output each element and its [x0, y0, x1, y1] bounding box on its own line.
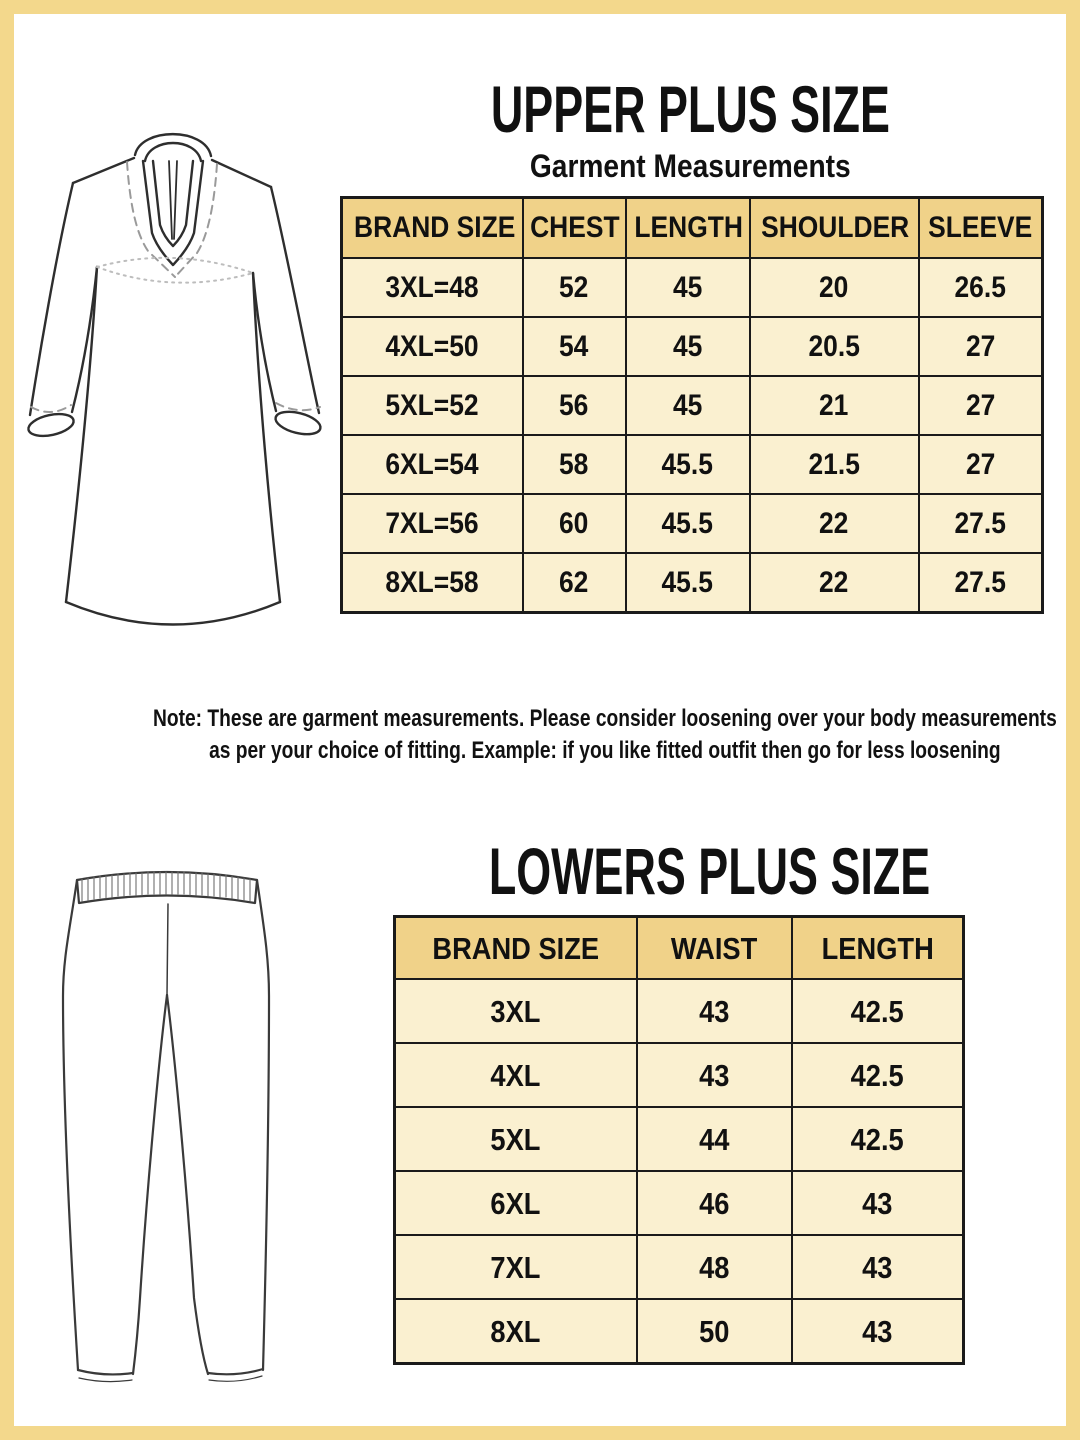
kurta-chest-dotted-bottom: [97, 267, 253, 283]
pants-ankle-hem-right: [208, 1369, 263, 1374]
measurement-cell: 22: [750, 494, 919, 553]
pants-ankle-hem-left-inner: [79, 1378, 132, 1382]
table-row: [342, 376, 1043, 435]
measurement-cell: 54: [523, 317, 626, 376]
kurta-sleeve-right-outer: [271, 187, 319, 413]
brand-size-cell: 3XL: [395, 979, 637, 1043]
kurta-sleeve-left-inner: [72, 267, 97, 412]
brand-size-cell: 7XL=56: [342, 494, 523, 553]
measurement-cell: 45.5: [626, 435, 750, 494]
table-row: [395, 1107, 964, 1171]
measurement-cell: 27: [919, 376, 1043, 435]
measurement-cell: 44: [637, 1107, 792, 1171]
brand-size-cell: 8XL: [395, 1299, 637, 1364]
lower-col-brand-size: BRAND SIZE: [395, 917, 637, 980]
kurta-hem: [66, 602, 280, 625]
lower-size-table: [393, 915, 965, 1365]
upper-header-row: [342, 198, 1043, 259]
brand-size-cell: 6XL: [395, 1171, 637, 1235]
kurta-cuff-left: [26, 410, 75, 439]
measurement-cell: 43: [792, 1171, 964, 1235]
upper-subtitle: [340, 150, 1040, 182]
pants-inseam-left: [133, 995, 167, 1374]
brand-size-cell: 4XL: [395, 1043, 637, 1107]
brand-size-cell: 6XL=54: [342, 435, 523, 494]
kurta-sleeve-left-outer: [30, 183, 73, 415]
table-row: [395, 1299, 964, 1364]
upper-title-text: UPPER PLUS SIZE: [490, 72, 890, 146]
upper-col-sleeve: SLEEVE: [919, 198, 1043, 259]
measurement-cell: 42.5: [792, 1043, 964, 1107]
kurta-illustration: [26, 115, 331, 650]
upper-col-length: LENGTH: [626, 198, 750, 259]
table-row: [395, 979, 964, 1043]
pants-waistband: [77, 872, 257, 903]
table-row: [395, 1043, 964, 1107]
measurement-cell: 43: [637, 1043, 792, 1107]
brand-size-cell: 3XL=48: [342, 258, 523, 317]
kurta-chest-dotted-top: [97, 258, 253, 273]
upper-col-brand-size: BRAND SIZE: [342, 198, 523, 259]
table-row: [342, 553, 1043, 613]
table-row: [395, 1235, 964, 1299]
measurement-cell: 20: [750, 258, 919, 317]
brand-size-cell: 5XL=52: [342, 376, 523, 435]
measurement-cell: 62: [523, 553, 626, 613]
brand-size-cell: 7XL: [395, 1235, 637, 1299]
upper-col-chest: CHEST: [523, 198, 626, 259]
kurta-cuff-dashed-left: [31, 405, 71, 412]
lower-title: [385, 834, 965, 908]
measurement-cell: 21.5: [750, 435, 919, 494]
measurement-cell: 27: [919, 435, 1043, 494]
pants-front-seam: [167, 904, 168, 995]
kurta-placket-inner: [153, 161, 193, 246]
upper-subtitle-text: Garment Measurements: [529, 148, 851, 184]
kurta-body-right: [253, 273, 280, 602]
measurement-cell: 20.5: [750, 317, 919, 376]
brand-size-cell: 8XL=58: [342, 553, 523, 613]
measurement-cell: 43: [792, 1299, 964, 1364]
kurta-cuff-right: [273, 408, 322, 439]
brand-size-cell: 5XL: [395, 1107, 637, 1171]
table-row: [342, 317, 1043, 376]
kurta-collar-inner: [145, 143, 201, 161]
measurement-cell: 45.5: [626, 553, 750, 613]
measurement-cell: 27: [919, 317, 1043, 376]
upper-col-shoulder: SHOULDER: [750, 198, 919, 259]
measurement-cell: 22: [750, 553, 919, 613]
measurement-cell: 27.5: [919, 494, 1043, 553]
kurta-body-left: [66, 267, 97, 602]
table-row: [395, 1171, 964, 1235]
measurement-cell: 42.5: [792, 1107, 964, 1171]
table-row: [342, 435, 1043, 494]
kurta-collar-outer: [135, 134, 211, 156]
lower-col-length: LENGTH: [792, 917, 964, 980]
measurement-cell: 43: [792, 1235, 964, 1299]
kurta-placket-outer: [143, 161, 203, 265]
table-row: [342, 494, 1043, 553]
kurta-shoulder-left: [73, 158, 134, 183]
measurement-cell: 60: [523, 494, 626, 553]
pants-illustration: [50, 858, 280, 1403]
brand-size-cell: 4XL=50: [342, 317, 523, 376]
lower-title-text: LOWERS PLUS SIZE: [488, 834, 931, 908]
measurement-cell: 43: [637, 979, 792, 1043]
pants-outer-left: [63, 880, 78, 1370]
measurement-cell: 45: [626, 258, 750, 317]
measurement-cell: 26.5: [919, 258, 1043, 317]
pants-inseam-right: [167, 995, 208, 1374]
table-row: [342, 258, 1043, 317]
measurement-cell: 58: [523, 435, 626, 494]
lower-header-row: [395, 917, 964, 980]
pants-outer-right: [257, 880, 269, 1370]
lower-col-waist: WAIST: [637, 917, 792, 980]
pants-ankle-hem-left: [78, 1370, 133, 1374]
kurta-cuff-dashed-right: [276, 403, 320, 410]
measurement-cell: 56: [523, 376, 626, 435]
kurta-placket-center: [169, 161, 177, 239]
upper-size-table: [340, 196, 1044, 614]
measurement-cell: 45: [626, 317, 750, 376]
measurement-cell: 21: [750, 376, 919, 435]
measurement-cell: 46: [637, 1171, 792, 1235]
upper-title: [340, 72, 1040, 146]
measurement-note: [40, 703, 1057, 766]
measurement-cell: 27.5: [919, 553, 1043, 613]
measurement-cell: 42.5: [792, 979, 964, 1043]
measurement-cell: 45.5: [626, 494, 750, 553]
measurement-note-text: [153, 703, 1057, 766]
note-line-2: as per your choice of fitting. Example: if you like fitted outfit then go for less loosening: [209, 736, 1001, 764]
measurement-cell: 50: [637, 1299, 792, 1364]
kurta-shoulder-right: [212, 160, 271, 187]
note-line-1: Note: These are garment measurements. Please consider loosening over your body measurements: [152, 705, 1057, 732]
measurement-cell: 52: [523, 258, 626, 317]
measurement-cell: 48: [637, 1235, 792, 1299]
pants-ankle-hem-right-inner: [209, 1376, 262, 1381]
measurement-cell: 45: [626, 376, 750, 435]
